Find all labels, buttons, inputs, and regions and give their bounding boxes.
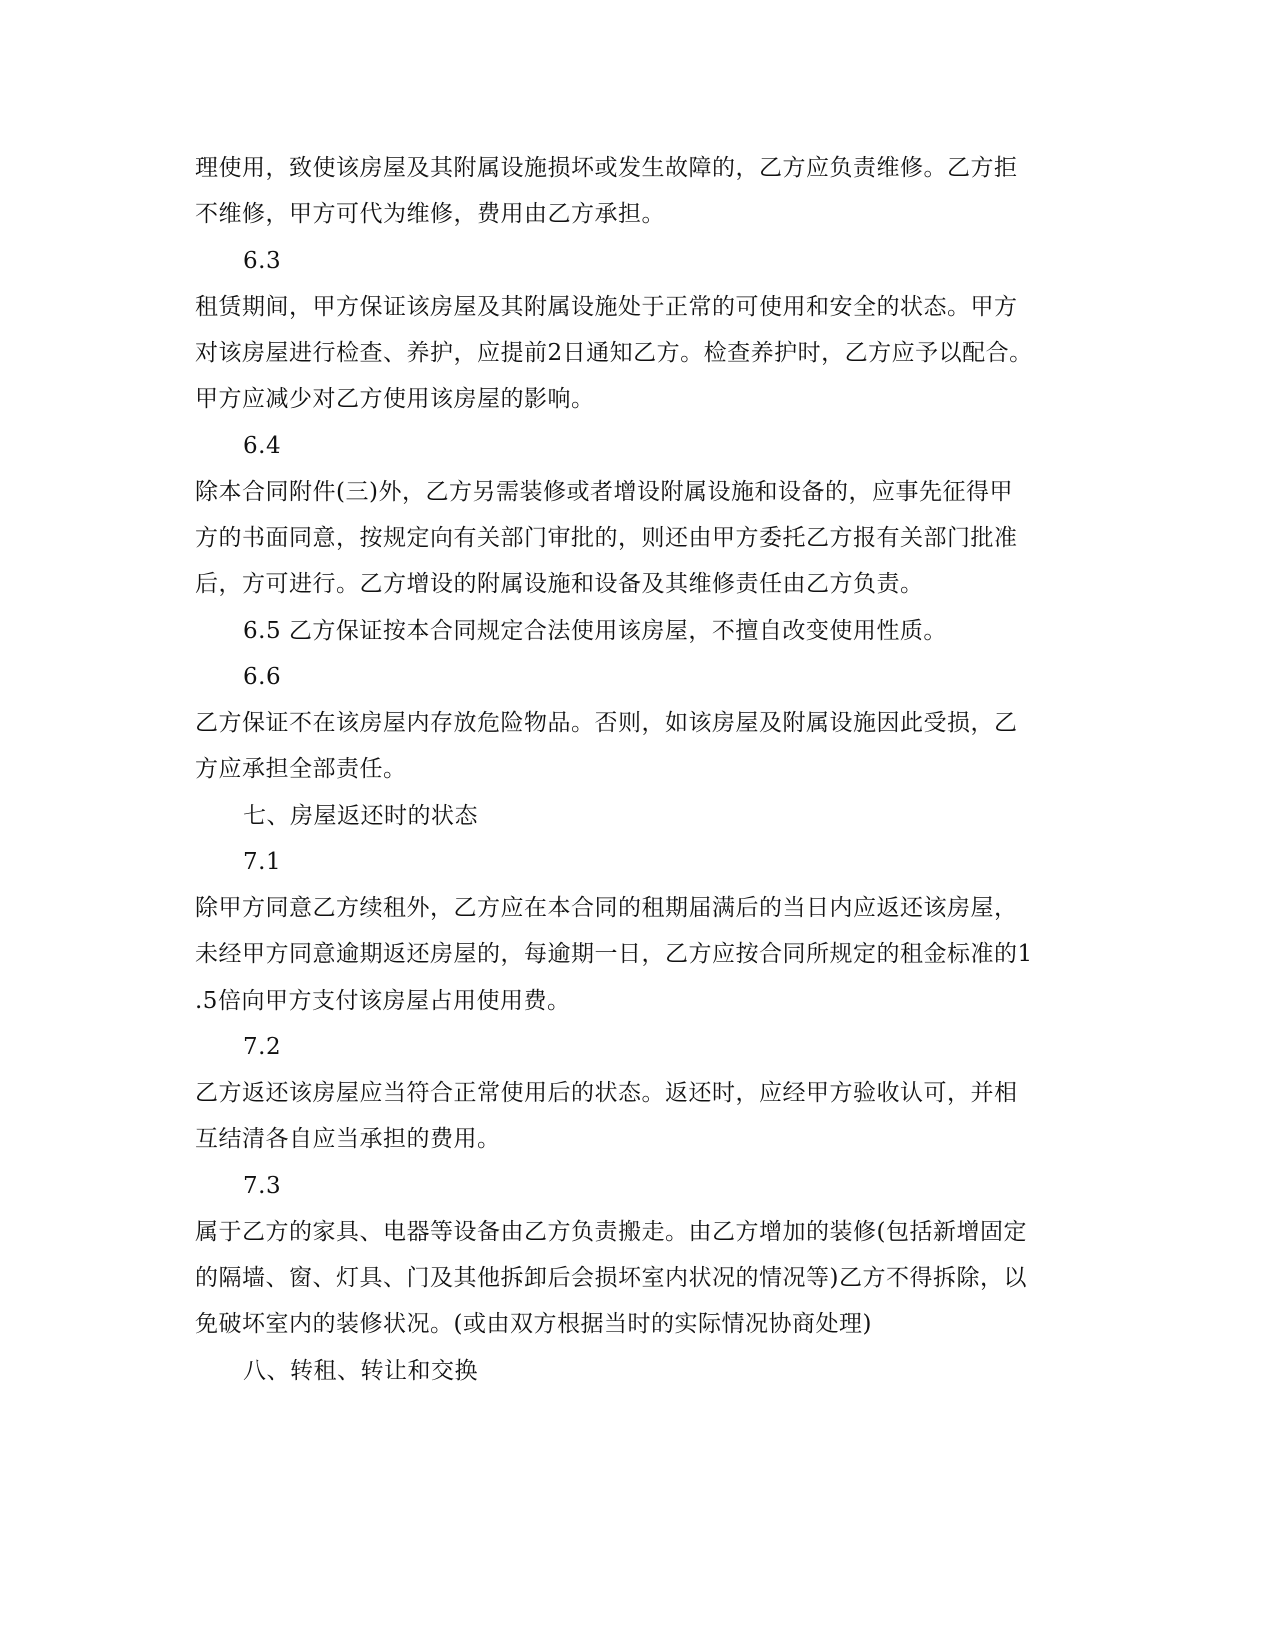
clause-number-7-3: 7.3 xyxy=(243,1173,282,1199)
body-text-line: 理使用，致使该房屋及其附属设施损坏或发生故障的，乙方应负责维修。乙方拒 xyxy=(195,155,1018,181)
body-text-line: 租赁期间，甲方保证该房屋及其附属设施处于正常的可使用和安全的状态。甲方 xyxy=(195,294,1018,320)
body-text-line: 乙方保证不在该房屋内存放危险物品。否则，如该房屋及附属设施因此受损，乙 xyxy=(195,710,1018,736)
body-text-line: 除甲方同意乙方续租外，乙方应在本合同的租期届满后的当日内应返还该房屋， xyxy=(195,895,1018,921)
section-heading-7: 七、房屋返还时的状态 xyxy=(243,803,478,829)
body-text-line: 属于乙方的家具、电器等设备由乙方负责搬走。由乙方增加的装修(包括新增固定 xyxy=(195,1219,1027,1245)
body-text-line: 不维修，甲方可代为维修，费用由乙方承担。 xyxy=(195,201,665,227)
clause-number-6-4: 6.4 xyxy=(243,433,282,459)
body-text-line: 未经甲方同意逾期返还房屋的，每逾期一日，乙方应按合同所规定的租金标准的1 xyxy=(195,941,1033,967)
clause-number-7-2: 7.2 xyxy=(243,1034,282,1060)
clause-number-6-6: 6.6 xyxy=(243,664,282,690)
body-text-line: 免破坏室内的装修状况。(或由双方根据当时的实际情况协商处理) xyxy=(195,1311,872,1337)
body-text-line: 后，方可进行。乙方增设的附属设施和设备及其维修责任由乙方负责。 xyxy=(195,571,924,597)
clause-number-7-1: 7.1 xyxy=(243,849,282,875)
body-text-line: 对该房屋进行检查、养护，应提前2日通知乙方。检查养护时，乙方应予以配合。 xyxy=(195,340,1033,366)
body-text-line: 方应承担全部责任。 xyxy=(195,756,407,782)
body-text-line: 乙方返还该房屋应当符合正常使用后的状态。返还时，应经甲方验收认可，并相 xyxy=(195,1080,1018,1106)
clause-6-5: 6.5 乙方保证按本合同规定合法使用该房屋，不擅自改变使用性质。 xyxy=(243,618,947,644)
body-text-line: 甲方应减少对乙方使用该房屋的影响。 xyxy=(195,386,595,412)
body-text-line: 互结清各自应当承担的费用。 xyxy=(195,1126,501,1152)
section-heading-8: 八、转租、转让和交换 xyxy=(243,1358,478,1384)
body-text-line: 的隔墙、窗、灯具、门及其他拆卸后会损坏室内状况的情况等)乙方不得拆除，以 xyxy=(195,1265,1027,1291)
body-text-line: 方的书面同意，按规定向有关部门审批的，则还由甲方委托乙方报有关部门批准 xyxy=(195,525,1018,551)
body-text-line: 除本合同附件(三)外，乙方另需装修或者增设附属设施和设备的，应事先征得甲 xyxy=(195,479,1013,505)
clause-number-6-3: 6.3 xyxy=(243,248,282,274)
body-text-line: .5倍向甲方支付该房屋占用使用费。 xyxy=(195,988,571,1014)
